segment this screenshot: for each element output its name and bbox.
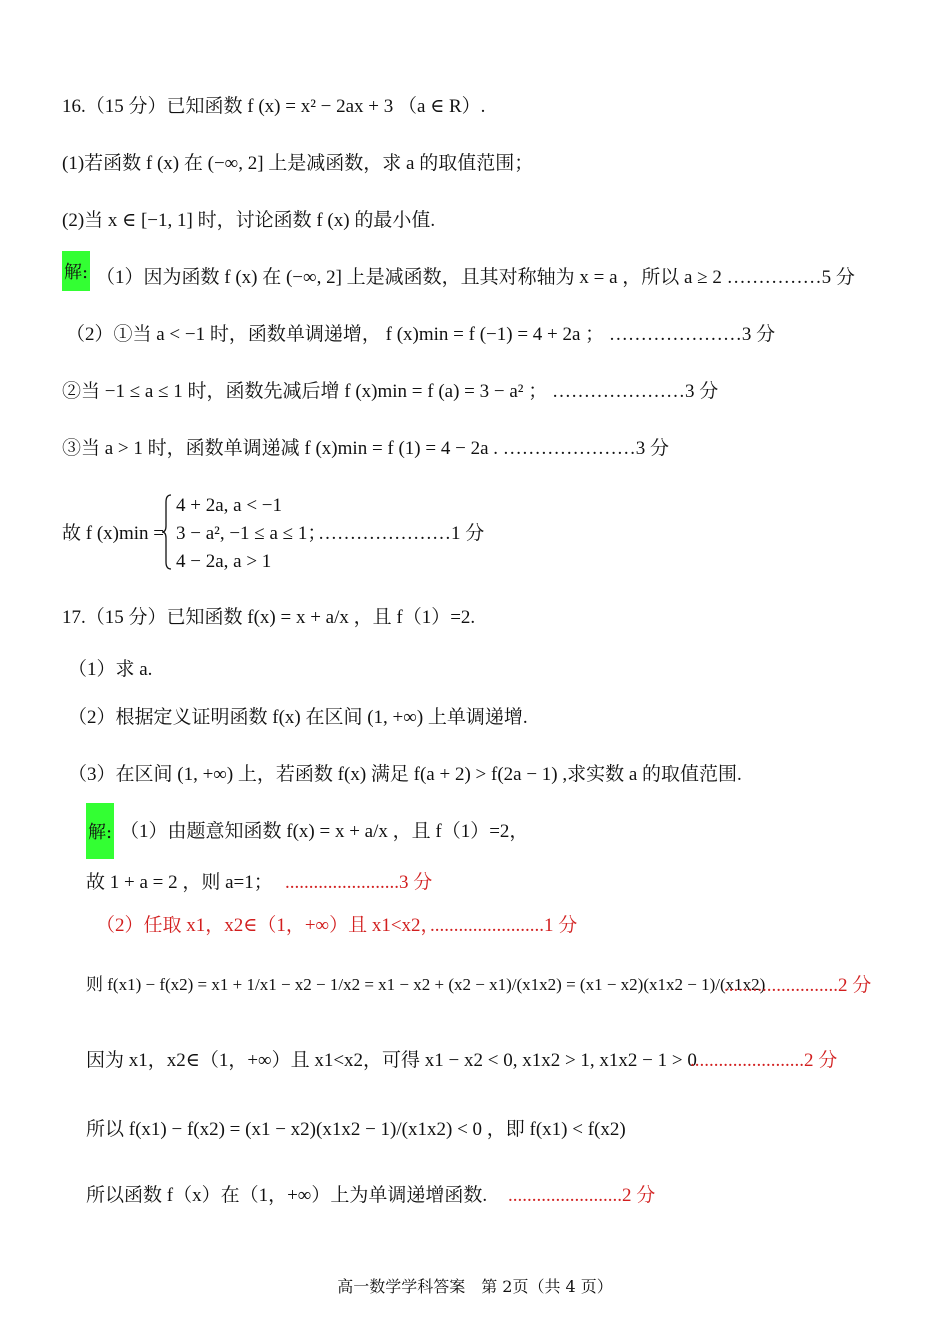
- case-3: 4 − 2a, a > 1: [176, 551, 272, 572]
- p16-conclusion-score: …………………1 分: [318, 523, 485, 544]
- p17-solution-step-7-score: ........................2 分: [508, 1185, 656, 1206]
- p17-solution-step-3: （2）任取 x1，x2∈（1，+∞）且 x1<x2，: [96, 915, 440, 936]
- page-footer: 高一数学学科答案 第 2页（共 4 页）: [337, 1277, 613, 1296]
- solution-highlight-label: 解:: [62, 251, 90, 291]
- solution-highlight-label-2: 解:: [86, 803, 114, 859]
- p17-solution-step-7: 所以函数 f（x）在（1，+∞）上为单调递增函数.: [86, 1185, 488, 1206]
- p16-question-2: (2)当 x ∈ [−1, 1] 时，讨论函数 f (x) 的最小值.: [62, 210, 436, 231]
- p17-solution-step-6: 所以 f(x1) − f(x2) = (x1 − x2)(x1x2 − 1)/(x1x2) < 0 ，即 f(x1) < f(x2): [86, 1119, 626, 1140]
- case-2: 3 − a², −1 ≤ a ≤ 1；: [176, 523, 327, 544]
- case-1: 4 + 2a, a < −1: [176, 495, 283, 516]
- p17-solution-step-1: （1）由题意知函数 f(x) = x + a/x ，且 f（1）=2，: [120, 821, 529, 842]
- p17-solution-step-4-score: ........................2 分: [724, 975, 872, 996]
- p16-solution-step-3: ②当 −1 ≤ a ≤ 1 时，函数先减后增 f (x)min = f (a) = 3 − a² ； …………………3 分: [62, 381, 719, 402]
- p17-solution-step-5-score: ........................2 分: [690, 1050, 838, 1071]
- p16-title: 16.（15 分）已知函数 f (x) = x² − 2ax + 3 （a ∈ R）.: [62, 96, 486, 117]
- p17-question-1: （1）求 a.: [68, 659, 153, 680]
- p17-question-2: （2）根据定义证明函数 f(x) 在区间 (1, +∞) 上单调递增.: [68, 707, 528, 728]
- p17-solution-step-2-score: ........................3 分: [285, 872, 433, 893]
- p17-solution-step-5: 因为 x1，x2∈（1，+∞）且 x1<x2，可得 x1 − x2 < 0, x1x2 > 1, x1x2 − 1 > 0: [86, 1050, 697, 1071]
- p16-question-1: (1)若函数 f (x) 在 (−∞, 2] 上是减函数，求 a 的取值范围；: [62, 153, 534, 174]
- p17-solution-step-2: 故 1 + a = 2 ，则 a=1；: [86, 872, 273, 893]
- p16-solution-step-4: ③当 a > 1 时，函数单调递减 f (x)min = f (1) = 4 − 2a . …………………3 分: [62, 438, 669, 459]
- p17-title: 17.（15 分）已知函数 f(x) = x + a/x ，且 f（1）=2.: [62, 607, 476, 628]
- p16-conclusion-prefix: 故 f (x)min =: [62, 523, 165, 544]
- p17-solution-step-4: 则 f(x1) − f(x2) = x1 + 1/x1 − x2 − 1/x2 = x1 − x2 + (x2 − x1)/(x1x2) = (x1 − x2)(x1x2 − 1)/(x1x2): [86, 975, 766, 994]
- p16-solution-step-2: （2）①当 a < −1 时，函数单调递增， f (x)min = f (−1) = 4 + 2a ； …………………3 分: [66, 324, 776, 345]
- left-brace-icon: [162, 494, 172, 570]
- p16-solution-step-1: （1）因为函数 f (x) 在 (−∞, 2] 上是减函数，且其对称轴为 x = a ，所以 a ≥ 2 ……………5 分: [96, 267, 855, 288]
- p17-question-3: （3）在区间 (1, +∞) 上，若函数 f(x) 满足 f(a + 2) > f(2a − 1) ,求实数 a 的取值范围.: [68, 764, 742, 785]
- p17-solution-step-3-score: ........................1 分: [430, 915, 578, 936]
